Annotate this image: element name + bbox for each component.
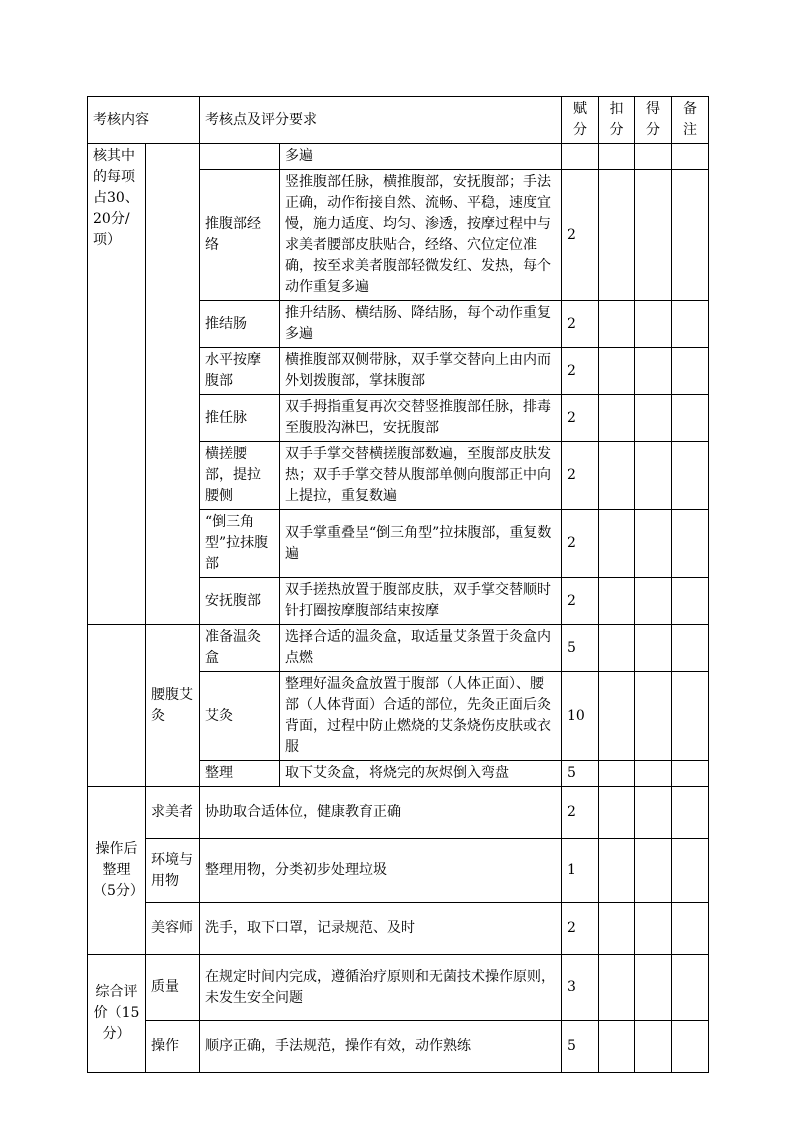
deduct-cell <box>599 955 635 1021</box>
score-cell: 10 <box>562 672 599 761</box>
note-cell <box>672 395 709 442</box>
item-cell <box>200 144 280 170</box>
note-cell <box>672 301 709 348</box>
deduct-cell <box>599 395 635 442</box>
got-cell <box>635 672 672 761</box>
item-cell: 横搓腰部，提拉腰侧 <box>200 442 280 510</box>
note-cell <box>672 672 709 761</box>
item-cell: 艾灸 <box>200 672 280 761</box>
header-got: 得分 <box>635 97 672 144</box>
note-cell <box>672 442 709 510</box>
note-cell <box>672 144 709 170</box>
got-cell <box>635 510 672 578</box>
deduct-cell <box>599 301 635 348</box>
section-label-overall: 综合评价（15分） <box>88 955 146 1073</box>
criteria-cell: 竖推腹部任脉，横推腹部，安抚腹部；手法正确，动作衔接自然、流畅、平稳，速度宜慢，施力适度、均匀、渗透，按摩过程中与求美者腰部皮肤贴合，经络、穴位定位准确，按至求美者腹部轻微发红、发热，每个动作重复多遍 <box>280 170 562 301</box>
criteria-cell: 双手手掌交替横搓腹部数遍，至腹部皮肤发热；双手手掌交替从腹部单侧向腹部正中向上提拉，重复数遍 <box>280 442 562 510</box>
header-points: 考核点及评分要求 <box>200 97 562 144</box>
criteria-cell: 洗手，取下口罩，记录规范、及时 <box>200 903 562 955</box>
item-cell: 推腹部经络 <box>200 170 280 301</box>
criteria-cell: 整理好温灸盒放置于腹部（人体正面）、腰部（人体背面）合适的部位，先灸正面后灸背面，过程中防止燃烧的艾条烧伤皮肤或衣服 <box>280 672 562 761</box>
criteria-cell: 双手掌重叠呈“倒三角型”拉抹腹部，重复数遍 <box>280 510 562 578</box>
table-row <box>88 903 709 955</box>
deduct-cell <box>599 787 635 839</box>
criteria-cell: 选择合适的温灸盒，取适量艾条置于灸盒内点燃 <box>280 625 562 672</box>
got-cell <box>635 348 672 395</box>
criteria-cell: 双手搓热放置于腹部皮肤，双手掌交替顺时针打圈按摩腹部结束按摩 <box>280 578 562 625</box>
got-cell <box>635 144 672 170</box>
deduct-cell <box>599 348 635 395</box>
item-cell: 质量 <box>146 955 200 1021</box>
got-cell <box>635 955 672 1021</box>
score-cell: 2 <box>562 301 599 348</box>
note-cell <box>672 348 709 395</box>
got-cell <box>635 787 672 839</box>
criteria-cell: 推升结肠、横结肠、降结肠，每个动作重复多遍 <box>280 301 562 348</box>
header-deduct: 扣分 <box>599 97 635 144</box>
got-cell <box>635 761 672 787</box>
got-cell <box>635 839 672 903</box>
item-cell: 安抚腹部 <box>200 578 280 625</box>
section-label-empty <box>88 625 146 787</box>
score-cell: 2 <box>562 787 599 839</box>
score-cell: 2 <box>562 395 599 442</box>
got-cell <box>635 442 672 510</box>
note-cell <box>672 761 709 787</box>
score-cell: 2 <box>562 903 599 955</box>
table-row <box>88 1021 709 1073</box>
group-cell-empty <box>146 144 200 625</box>
section-label-after: 操作后整理（5分） <box>88 787 146 955</box>
score-cell: 5 <box>562 625 599 672</box>
deduct-cell <box>599 442 635 510</box>
note-cell <box>672 625 709 672</box>
deduct-cell <box>599 170 635 301</box>
deduct-cell <box>599 839 635 903</box>
criteria-cell: 多遍 <box>280 144 562 170</box>
score-cell <box>562 144 599 170</box>
group-label-moxa: 腰腹艾灸 <box>146 625 200 787</box>
note-cell <box>672 1021 709 1073</box>
table-row <box>88 839 709 903</box>
note-cell <box>672 839 709 903</box>
note-cell <box>672 955 709 1021</box>
criteria-cell: 取下艾灸盒，将烧完的灰烬倒入弯盘 <box>280 761 562 787</box>
got-cell <box>635 301 672 348</box>
deduct-cell <box>599 578 635 625</box>
deduct-cell <box>599 625 635 672</box>
item-cell: 水平按摩腹部 <box>200 348 280 395</box>
score-cell: 5 <box>562 761 599 787</box>
note-cell <box>672 578 709 625</box>
criteria-cell: 协助取合适体位，健康教育正确 <box>200 787 562 839</box>
got-cell <box>635 578 672 625</box>
deduct-cell <box>599 761 635 787</box>
note-cell <box>672 903 709 955</box>
item-cell: 推结肠 <box>200 301 280 348</box>
item-cell: 环境与用物 <box>146 839 200 903</box>
deduct-cell <box>599 672 635 761</box>
deduct-cell <box>599 510 635 578</box>
got-cell <box>635 903 672 955</box>
criteria-cell: 顺序正确，手法规范，操作有效，动作熟练 <box>200 1021 562 1073</box>
table-row <box>88 625 709 672</box>
item-cell: 美容师 <box>146 903 200 955</box>
criteria-cell: 在规定时间内完成，遵循治疗原则和无菌技术操作原则，未发生安全问题 <box>200 955 562 1021</box>
score-cell: 2 <box>562 510 599 578</box>
deduct-cell <box>599 903 635 955</box>
got-cell <box>635 170 672 301</box>
score-cell: 1 <box>562 839 599 903</box>
item-cell: 求美者 <box>146 787 200 839</box>
score-cell: 2 <box>562 348 599 395</box>
deduct-cell <box>599 1021 635 1073</box>
criteria-cell: 双手拇指重复再次交替竖推腹部任脉，排毒至腹股沟淋巴，安抚腹部 <box>280 395 562 442</box>
note-cell <box>672 787 709 839</box>
header-score: 赋分 <box>562 97 599 144</box>
item-cell: “倒三角型”拉抹腹部 <box>200 510 280 578</box>
header-note: 备注 <box>672 97 709 144</box>
item-cell: 操作 <box>146 1021 200 1073</box>
item-cell: 准备温灸盒 <box>200 625 280 672</box>
criteria-cell: 整理用物，分类初步处理垃圾 <box>200 839 562 903</box>
score-cell: 3 <box>562 955 599 1021</box>
deduct-cell <box>599 144 635 170</box>
got-cell <box>635 395 672 442</box>
score-cell: 5 <box>562 1021 599 1073</box>
item-cell: 推任脉 <box>200 395 280 442</box>
assessment-table <box>87 96 709 1073</box>
note-cell <box>672 170 709 301</box>
criteria-cell: 横推腹部双侧带脉，双手掌交替向上由内而外划拨腹部，掌抹腹部 <box>280 348 562 395</box>
note-cell <box>672 510 709 578</box>
table-row <box>88 955 709 1021</box>
item-cell: 整理 <box>200 761 280 787</box>
got-cell <box>635 1021 672 1073</box>
table-row <box>88 144 709 170</box>
table-header-row <box>88 97 709 144</box>
section-label: 核其中的每项占30、20分/项） <box>88 144 146 625</box>
score-cell: 2 <box>562 442 599 510</box>
table-row <box>88 787 709 839</box>
score-cell: 2 <box>562 578 599 625</box>
got-cell <box>635 625 672 672</box>
header-content: 考核内容 <box>88 97 200 144</box>
score-cell: 2 <box>562 170 599 301</box>
